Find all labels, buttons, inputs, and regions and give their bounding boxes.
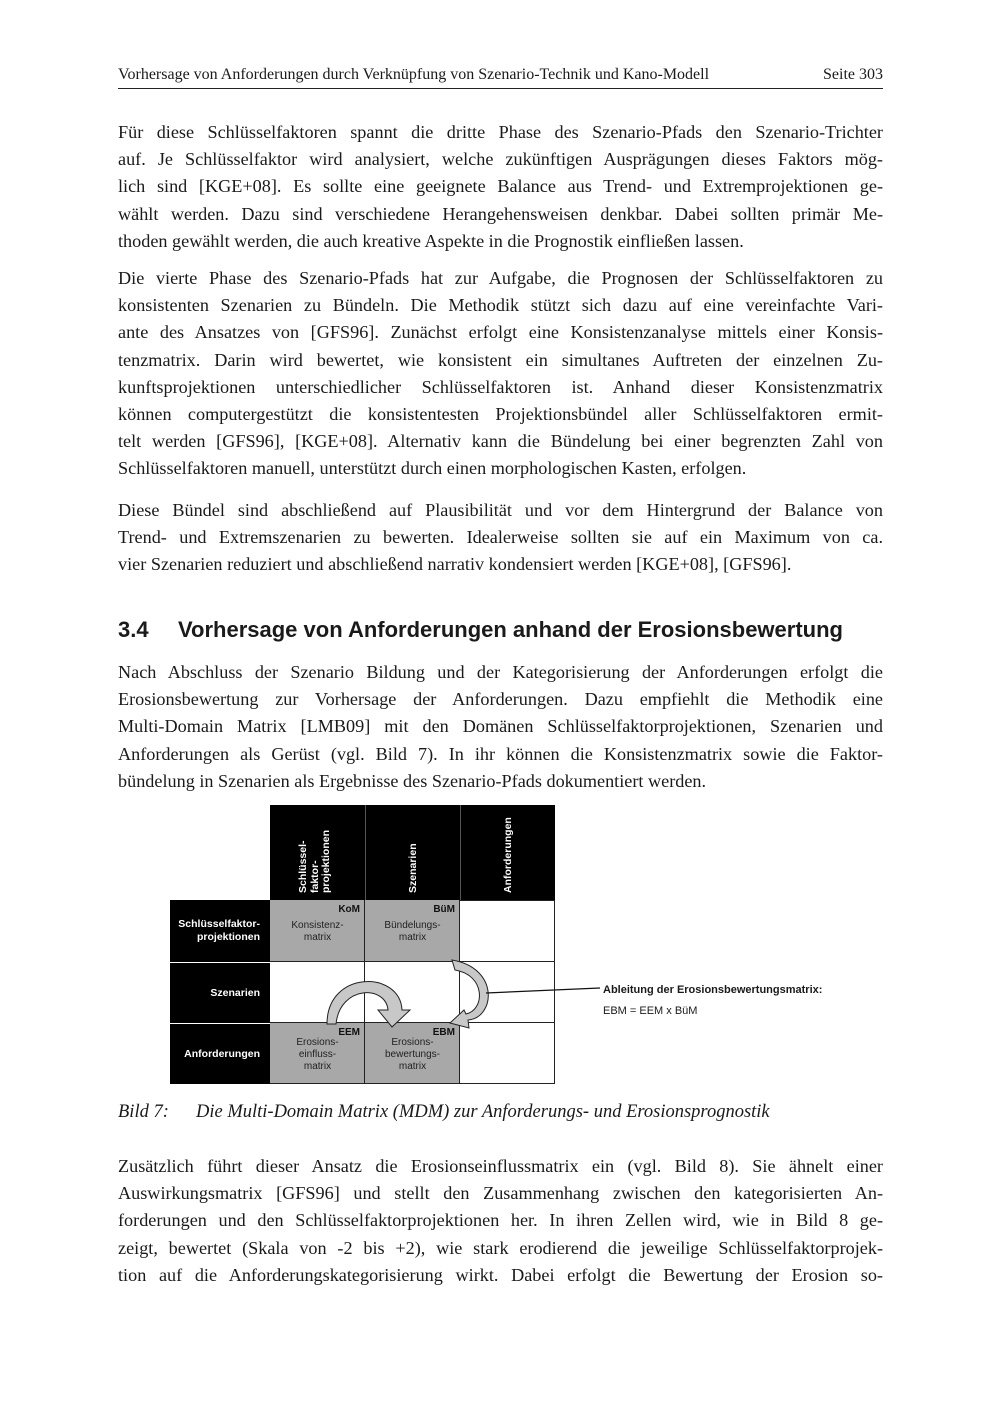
section-title: Vorhersage von Anforderungen anhand der Erosionsbewertung: [178, 617, 843, 642]
section-number: 3.4: [118, 617, 149, 642]
caption-label: Bild 7:: [118, 1102, 169, 1122]
text-line: telt werden [GFS96], [KGE+08]. Alternativ kann die Bündelung bei einer begrenzten Zahl von: [118, 431, 883, 452]
text-line: kunftsprojektionen unterschiedlicher Schlüsselfaktoren ist. Anhand dieser Konsistenzmatrix: [118, 376, 883, 397]
text-line: auf. Je Schlüsselfaktor wird analysiert, welche zukünftigen Ausprägungen dieses Faktors mög-: [118, 149, 883, 170]
text-line: tion auf die Anforderungskategorisierung wirkt. Dabei erfolgt die Bewertung der Erosion so-: [118, 1264, 883, 1285]
cell-name-line: Erosions-: [296, 1037, 339, 1048]
annotation-title: Ableitung der Erosionsbewertungsmatrix:: [603, 984, 823, 996]
text-line: Die vierte Phase des Szenario-Pfads hat zur Aufgabe, die Prognosen der Schlüsselfaktoren zu: [118, 268, 883, 288]
text-line: bündelung in Szenarien als Ergebnisse des Szenario-Pfads dokumentiert werden.: [118, 770, 707, 791]
cell-name-line: matrix: [398, 1061, 427, 1072]
text-line: Für diese Schlüsselfaktoren spannt die dritte Phase des Szenario-Pfads den Szenario-Trichter: [118, 122, 883, 142]
arrow-bum-to-ebm-icon: [450, 960, 488, 1028]
row-header-line: projektionen: [196, 931, 260, 943]
text-line: wählt werden. Dazu sind verschiedene Herangehensweisen denkbar. Dabei sollten primär Me-: [118, 203, 883, 224]
paragraph-5: [118, 1153, 883, 1289]
text-line: können computergestützt die konsistentesten Projektionsbündel aller Schlüsselfaktoren ermit-: [118, 404, 883, 425]
cell-name-line: Erosions-: [391, 1037, 434, 1048]
cell-abbreviation: KoM: [338, 904, 360, 915]
text-line: forderungen und den Schlüsselfaktorprojektionen her. In ihren Zellen wird, wie in Bild 8 ge-: [118, 1210, 883, 1231]
cell-name-line: Bündelungs-: [384, 920, 441, 931]
text-line: Erosionsbewertung zur Vorhersage der Anforderungen. Dazu empfiehlt die Methodik eine: [118, 689, 883, 710]
text-line: Trend- und Extremszenarien zu bewerten. Idealerweise sollten sie auf ein Maximum von ca.: [118, 527, 883, 548]
row-header-line: Schlüsselfaktor-: [178, 918, 260, 930]
text-line: konsistenten Szenarien zu Bündeln. Die Methodik stützt sich dazu auf eine vereinfachte Vari-: [118, 295, 883, 316]
column-header-line: Schlüssel-: [297, 840, 309, 893]
cell-abbreviation: EBM: [432, 1027, 455, 1038]
text-line: thoden gewählt werden, die auch kreative Aspekte in die Prognostik einfließen lassen.: [118, 230, 744, 251]
page-number: Seite 303: [823, 66, 883, 83]
annotation-connector-line: [486, 988, 600, 993]
column-header-line: Szenarien: [407, 843, 419, 893]
row-header-line: Szenarien: [210, 987, 260, 999]
text-line: ante des Ansatzes von [GFS96]. Zunächst erfolgt eine Konsistenzanalyse mittels einer Konsis-: [118, 322, 883, 343]
column-header-line: faktor-: [308, 860, 321, 893]
column-header-line: Anforderungen: [502, 817, 514, 893]
row-header-line: Anforderungen: [184, 1048, 260, 1060]
annotation-formula: EBM = EEM x BüM: [603, 1005, 698, 1017]
text-line: Anforderungen als Gerüst (vgl. Bild 7). In ihr können die Konsistenzmatrix sowie die Faktor-: [118, 743, 883, 764]
cell-abbreviation: BüM: [433, 904, 455, 915]
text-line: zeigt, bewertet (Skala von -2 bis +2), wie stark erodierend die jeweilige Schlüsselfaktorprojek-: [118, 1237, 883, 1258]
cell-name-line: matrix: [303, 1061, 332, 1072]
running-header-title: Vorhersage von Anforderungen durch Verknüpfung von Szenario-Technik und Kano-Modell: [118, 66, 710, 83]
text-line: tenzmatrix. Darin wird bewertet, wie konsistent ein simultanes Auftreten der einzelnen Zu-: [118, 349, 883, 370]
cell-name-line: einfluss-: [298, 1049, 337, 1060]
cell-abbreviation: EEM: [338, 1027, 360, 1038]
text-line: lich sind [KGE+08]. Es sollte eine geeignete Balance aus Trend- und Extremprojektionen ge-: [118, 176, 883, 197]
cell-name-line: Konsistenz-: [291, 920, 344, 931]
text-line: Auswirkungsmatrix [GFS96] und stellt den Zusammenhang zwischen den kategorisierten An-: [118, 1183, 883, 1204]
text-line: Nach Abschluss der Szenario Bildung und der Kategorisierung der Anforderungen erfolgt die: [118, 662, 883, 682]
text-line: Schlüsselfaktoren manuell, unterstützt durch einen morphologischen Kasten, erfolgen.: [118, 458, 747, 479]
text-line: Multi-Domain Matrix [LMB09] mit den Domänen Schlüsselfaktorprojektionen, Szenarien und: [118, 716, 883, 737]
caption-text: Die Multi-Domain Matrix (MDM) zur Anforderungs- und Erosionsprognostik: [196, 1102, 770, 1122]
column-header-line: projektionen: [320, 829, 332, 893]
figure-caption: [118, 1102, 770, 1123]
cell-name-line: bewertungs-: [384, 1049, 441, 1060]
text-line: Diese Bündel sind abschließend auf Plausibilität und vor dem Hintergrund der Balance von: [118, 500, 883, 520]
text-line: Zusätzlich führt dieser Ansatz die Erosionseinflussmatrix ein (vgl. Bild 8). Sie ähnelt einer: [118, 1156, 883, 1176]
cell-name-line: matrix: [303, 932, 332, 943]
cell-name-line: matrix: [398, 932, 427, 943]
arrow-eem-to-ebm-icon: [327, 982, 410, 1027]
text-line: vier Szenarien reduziert und abschließend narrativ kondensiert werden [KGE+08], [GFS96].: [118, 554, 792, 575]
